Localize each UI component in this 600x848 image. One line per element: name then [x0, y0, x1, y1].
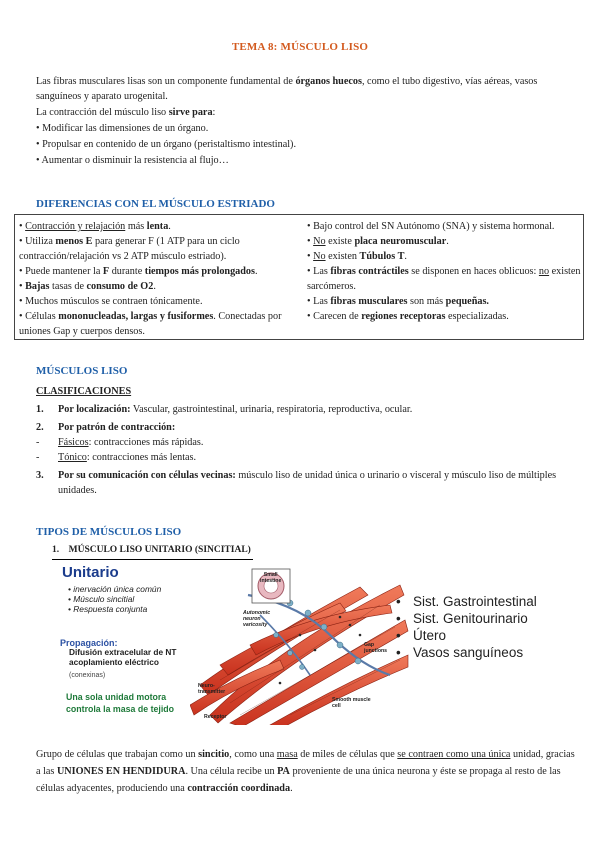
text: existen [325, 251, 360, 262]
text: se disponen en haces oblicuos: [408, 266, 539, 277]
text: No [313, 236, 326, 247]
propagation-title: Propagación: [60, 638, 118, 648]
diff-item [19, 264, 311, 279]
text: Túbulos T [359, 251, 405, 262]
text: varicosity [243, 622, 268, 628]
text: 1. [36, 404, 44, 415]
text: unidad, gracias a las [36, 749, 575, 777]
text: junctions [364, 648, 388, 654]
list-item [36, 420, 581, 435]
text: No [313, 251, 326, 262]
text [58, 468, 581, 498]
text: durante [109, 266, 145, 277]
text: no [538, 266, 550, 277]
text: - [36, 452, 40, 463]
purpose-bullet: • Propulsar en contenido de un órgano (peristaltismo intestinal). [36, 139, 296, 150]
text: • Células [19, 311, 59, 322]
intro-text: , como el tubo digestivo, vías aéreas, vasos sanguíneos y aparato urogenital. [36, 76, 538, 102]
text: fibras musculares [330, 296, 408, 307]
text [36, 746, 581, 797]
diff-item [307, 294, 583, 309]
text: de miles de células que [297, 749, 398, 760]
text: . Conectadas por uniones Gap y cuerpos densos. [19, 311, 282, 337]
text: • [19, 221, 26, 232]
text: Por su comunicación con células vecinas: [58, 470, 236, 481]
text: existe [325, 236, 355, 247]
text: • Utiliza [19, 236, 56, 247]
list-subitem [36, 450, 581, 465]
text: . [446, 236, 449, 247]
text: contracción coordinada [187, 783, 291, 794]
text: más [125, 221, 147, 232]
text: UNIONES EN HENDIDURA [56, 766, 186, 777]
diff-item [19, 309, 311, 339]
propagation-note: (conexinas) [69, 672, 106, 679]
text: . [290, 783, 293, 794]
text: controla la masa de tejido [66, 704, 175, 714]
diff-item [19, 219, 311, 234]
text: Fásicos [58, 437, 89, 448]
text: son más [407, 296, 446, 307]
text: Bajas [25, 281, 50, 292]
purpose-bullet: • Aumentar o disminuir la resistencia al flujo… [36, 155, 229, 166]
diff-item [307, 234, 583, 249]
organ-item: • Sist. Gastrointestinal [396, 593, 537, 610]
purpose-bullet: • Modificar las dimensiones de un órgano. [36, 123, 209, 134]
diff-item [19, 234, 314, 264]
text: • Las [307, 296, 331, 307]
differences-left-column [19, 219, 314, 339]
text: se contraen como una única [397, 749, 511, 760]
list-item [36, 402, 581, 417]
text: • [19, 281, 26, 292]
text: placa neuromuscular [354, 236, 447, 247]
classification-section [36, 384, 581, 501]
text: Grupo de células que trabajan como un [36, 749, 199, 760]
text: fibras contráctiles [330, 266, 409, 277]
purpose-text: La contracción del músculo liso [36, 107, 169, 118]
text [58, 402, 412, 417]
text: sincitio [198, 749, 230, 760]
text: Neuro- [198, 683, 215, 689]
text: neuron [243, 616, 261, 622]
text: especializadas. [445, 311, 509, 322]
musculos-liso-heading: MÚSCULOS LISO [36, 365, 128, 377]
text: Vascular, gastrointestinal, urinaria, respiratoria, reproductiva, ocular. [130, 404, 413, 415]
text: • [307, 236, 314, 247]
text: acoplamiento eléctrico [69, 657, 159, 667]
organ-item: • Vasos sanguíneos [396, 644, 537, 661]
text [58, 450, 196, 465]
unitario-subheading: 1. MÚSCULO LISO UNITARIO (SINCITIAL) [52, 543, 253, 560]
label-gap-junctions [364, 642, 387, 654]
label-autonomic-neuron [243, 610, 270, 628]
text: . [255, 266, 258, 277]
diff-item [307, 264, 583, 294]
intro-paragraph [36, 74, 576, 104]
text: . Una célula recibe un [185, 766, 278, 777]
text: consumo de O2 [86, 281, 154, 292]
text: transmitter [198, 689, 226, 695]
diff-item [307, 309, 583, 324]
intro-section [36, 74, 576, 168]
purpose-text: : [212, 107, 216, 118]
text: Autonomic [243, 610, 271, 616]
motor-unit-text [66, 691, 174, 715]
text: , como una [229, 749, 277, 760]
differences-heading: DIFERENCIAS CON EL MÚSCULO ESTRIADO [36, 198, 275, 210]
text: Gap [364, 642, 375, 648]
text: . [404, 251, 407, 262]
syncytium-paragraph [36, 746, 581, 797]
text: tiempos más prolongados [144, 266, 255, 277]
text: . [168, 221, 171, 232]
figure-list-item: • inervación única común [68, 584, 162, 594]
text: • Carecen de [307, 311, 362, 322]
classification-title: CLASIFICACIONES [36, 386, 132, 397]
text: mononucleadas, largas y fusiformes [58, 311, 214, 322]
figure-list [68, 584, 161, 614]
text: músculo liso de unidad única o urinario o visceral y músculo liso de múltiples unidades. [58, 470, 557, 496]
muscle-cells [190, 585, 408, 725]
differences-right-column [307, 219, 583, 324]
text: 2. [36, 422, 44, 433]
organ-item: • Útero [396, 627, 537, 644]
text: • Puede mantener la [19, 266, 103, 277]
text: Small [263, 572, 278, 578]
diff-item [307, 249, 583, 264]
tipos-heading: TIPOS DE MÚSCULOS LISO [36, 526, 182, 538]
text: - [36, 437, 40, 448]
text: PA [277, 766, 290, 777]
figure-list-item: • Respuesta conjunta [68, 604, 148, 614]
text: . [153, 281, 156, 292]
label-receptor: Receptor [204, 714, 227, 720]
intro-bold: órganos huecos [295, 76, 362, 87]
figure-list-item: • Músculo sincitial [68, 594, 135, 604]
diff-item: • Muchos músculos se contraen tónicamente. [19, 296, 203, 307]
diff-item: • Bajo control del SN Autónomo (SNA) y sistema hormonal. [307, 221, 555, 232]
text: existen sarcómeros. [307, 266, 581, 292]
purpose-bold: sirve para [168, 107, 213, 118]
text: • Las [307, 266, 331, 277]
text: F [102, 266, 110, 277]
organ-item: • Sist. Genitourinario [396, 610, 537, 627]
unitario-figure [50, 565, 410, 725]
text: proveniente de una única neurona y éste se propaga al resto de las células adyacentes, produciendo una [36, 766, 561, 794]
text: lenta [146, 221, 169, 232]
text: Por patrón de contracción: [58, 422, 176, 433]
organ-list [396, 593, 537, 661]
text: Smooth muscle [332, 697, 371, 703]
text: Tónico [58, 452, 87, 463]
purpose-line [36, 105, 576, 120]
text: menos E [55, 236, 93, 247]
figure-title: Unitario [62, 564, 119, 581]
text: tasas de [49, 281, 87, 292]
text: 3. [36, 470, 44, 481]
list-subitem [36, 435, 581, 450]
text: Una sola unidad motora [66, 692, 167, 702]
text: • [307, 251, 314, 262]
text: Difusión extracelular de NT [69, 647, 177, 657]
text: Contracción y relajación [25, 221, 126, 232]
text: : contracciones más lentas. [86, 452, 197, 463]
label-smooth-muscle-cell [332, 697, 371, 709]
differences-table [14, 214, 584, 340]
text: regiones receptoras [361, 311, 446, 322]
text: Por localización: [58, 404, 131, 415]
text: cell [332, 703, 341, 709]
text: : contracciones más rápidas. [88, 437, 204, 448]
page-title: TEMA 8: MÚSCULO LISO [231, 41, 369, 53]
diff-item [19, 279, 311, 294]
text [58, 435, 203, 450]
list-item [36, 468, 581, 498]
intro-text: Las fibras musculares lisas son un componente fundamental de [36, 76, 296, 87]
label-small-intestine [260, 572, 281, 584]
text: para generar F (1 ATP para un ciclo contracción/relajación vs 2 ATP músculo estriado). [19, 236, 240, 262]
text: intestine [260, 578, 282, 584]
text: masa [276, 749, 298, 760]
label-neurotransmitter [198, 683, 225, 695]
propagation-text [69, 647, 176, 667]
text: pequeñas. [445, 296, 489, 307]
